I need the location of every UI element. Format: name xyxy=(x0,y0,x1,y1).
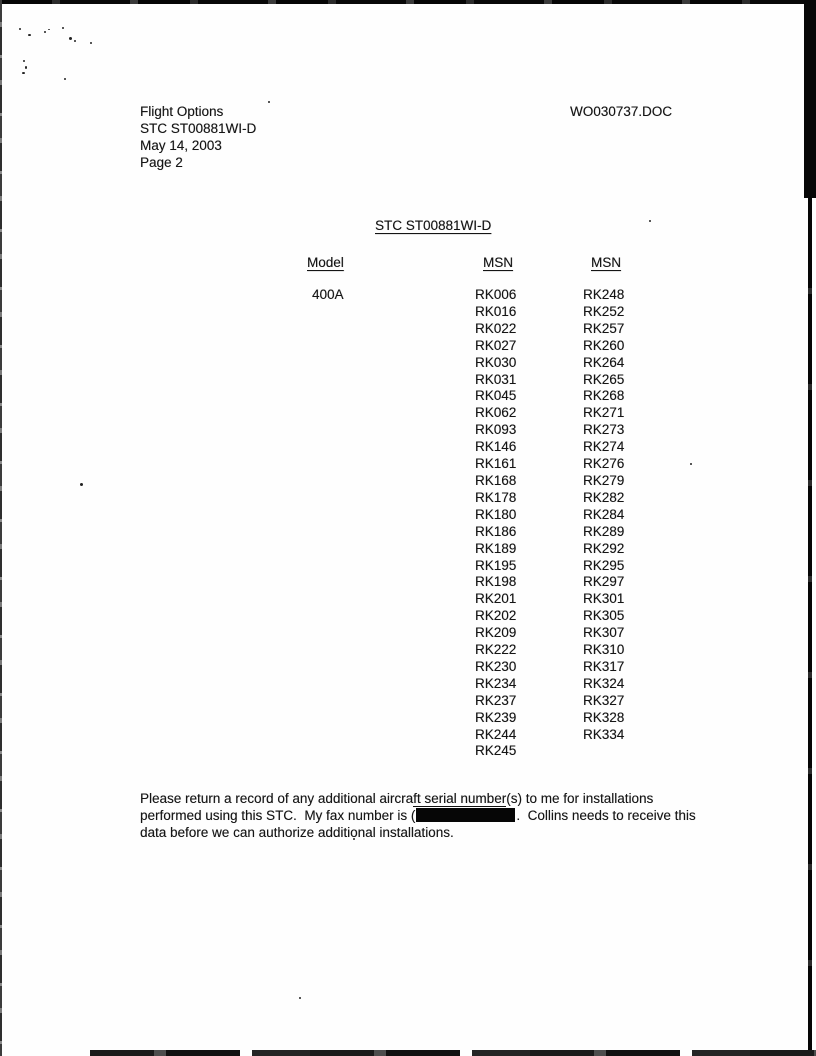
msn-value: RK279 xyxy=(583,472,625,488)
msn-value: RK301 xyxy=(583,591,625,607)
msn-value: RK282 xyxy=(583,489,625,505)
msn-value: RK222 xyxy=(475,642,517,658)
underlined-phrase: ft serial number xyxy=(413,791,507,806)
note-text: . Collins needs to receive this xyxy=(516,808,696,824)
msn-value: RK276 xyxy=(583,456,625,472)
msn-value: RK327 xyxy=(583,692,625,708)
column-header-msn-2: MSN xyxy=(591,255,621,270)
msn-value: RK292 xyxy=(583,540,625,556)
msn-value: RK093 xyxy=(475,422,517,438)
note-text: performed using this STC. My fax number is ( xyxy=(140,808,416,824)
msn-value: RK334 xyxy=(583,726,625,742)
msn-value: RK237 xyxy=(475,692,517,708)
note-text: Please return a record of any additional aircra xyxy=(140,791,414,806)
msn-value: RK273 xyxy=(583,422,625,438)
msn-value: RK209 xyxy=(475,625,517,641)
msn-list-2 xyxy=(583,287,624,743)
msn-value: RK245 xyxy=(475,743,517,759)
msn-value: RK265 xyxy=(583,371,625,387)
msn-value: RK310 xyxy=(583,642,625,658)
msn-value: RK230 xyxy=(475,658,517,674)
msn-value: RK186 xyxy=(475,523,517,539)
note-line-3: data before we can authorize additional installations. xyxy=(140,825,454,841)
msn-value: RK031 xyxy=(475,371,517,387)
stc-title: STC ST00881WI-D xyxy=(375,218,492,233)
msn-value: RK289 xyxy=(583,523,625,539)
msn-value: RK295 xyxy=(583,557,625,573)
msn-value: RK178 xyxy=(475,489,517,505)
msn-value: RK257 xyxy=(583,320,625,336)
msn-list-1 xyxy=(475,287,516,760)
msn-value: RK260 xyxy=(583,337,625,353)
msn-value: RK045 xyxy=(475,388,517,404)
msn-value: RK189 xyxy=(475,540,517,556)
redaction-box xyxy=(416,808,515,822)
msn-value: RK271 xyxy=(583,405,625,421)
msn-value: RK252 xyxy=(583,303,625,319)
document-reference: WO030737.DOC xyxy=(570,104,673,119)
msn-value: RK016 xyxy=(475,303,517,319)
msn-value: RK234 xyxy=(475,675,517,691)
msn-value: RK268 xyxy=(583,388,625,404)
msn-value: RK274 xyxy=(583,439,625,455)
header-date: May 14, 2003 xyxy=(140,138,222,153)
column-header-msn-1: MSN xyxy=(483,255,513,270)
msn-value: RK161 xyxy=(475,456,517,472)
note-line-1 xyxy=(140,790,696,807)
msn-value: RK284 xyxy=(583,506,625,522)
msn-value: RK317 xyxy=(583,658,625,674)
note-paragraph xyxy=(140,790,696,842)
msn-value: RK201 xyxy=(475,591,517,607)
scan-edge-top xyxy=(0,0,816,4)
msn-value: RK239 xyxy=(475,709,517,725)
msn-value: RK202 xyxy=(475,608,517,624)
msn-value: RK180 xyxy=(475,506,517,522)
msn-value: RK305 xyxy=(583,608,625,624)
scan-edge-right-top xyxy=(804,0,816,198)
msn-value: RK062 xyxy=(475,405,517,421)
msn-value: RK264 xyxy=(583,354,625,370)
msn-value: RK324 xyxy=(583,675,625,691)
scan-edge-right xyxy=(808,198,812,1056)
header-page-number: Page 2 xyxy=(140,155,183,170)
msn-value: RK195 xyxy=(475,557,517,573)
header-stc-number: STC ST00881WI-D xyxy=(140,121,257,136)
msn-value: RK248 xyxy=(583,287,625,302)
note-line-2 xyxy=(140,807,696,824)
msn-value: RK146 xyxy=(475,439,517,455)
msn-value: RK030 xyxy=(475,354,517,370)
msn-value: RK168 xyxy=(475,472,517,488)
msn-value: RK328 xyxy=(583,709,625,725)
letter-header xyxy=(140,103,256,171)
scan-edge-left xyxy=(0,0,2,1056)
model-value: 400A xyxy=(312,287,344,302)
column-header-model: Model xyxy=(307,255,344,270)
header-org: Flight Options xyxy=(140,104,224,119)
msn-value: RK027 xyxy=(475,337,517,353)
msn-value: RK006 xyxy=(475,287,517,302)
msn-value: RK297 xyxy=(583,574,625,590)
msn-value: RK244 xyxy=(475,726,517,742)
msn-value: RK022 xyxy=(475,320,517,336)
msn-value: RK198 xyxy=(475,574,517,590)
msn-value: RK307 xyxy=(583,625,625,641)
scan-edge-bottom xyxy=(90,1050,816,1056)
note-text: (s) to me for installations xyxy=(506,791,654,806)
